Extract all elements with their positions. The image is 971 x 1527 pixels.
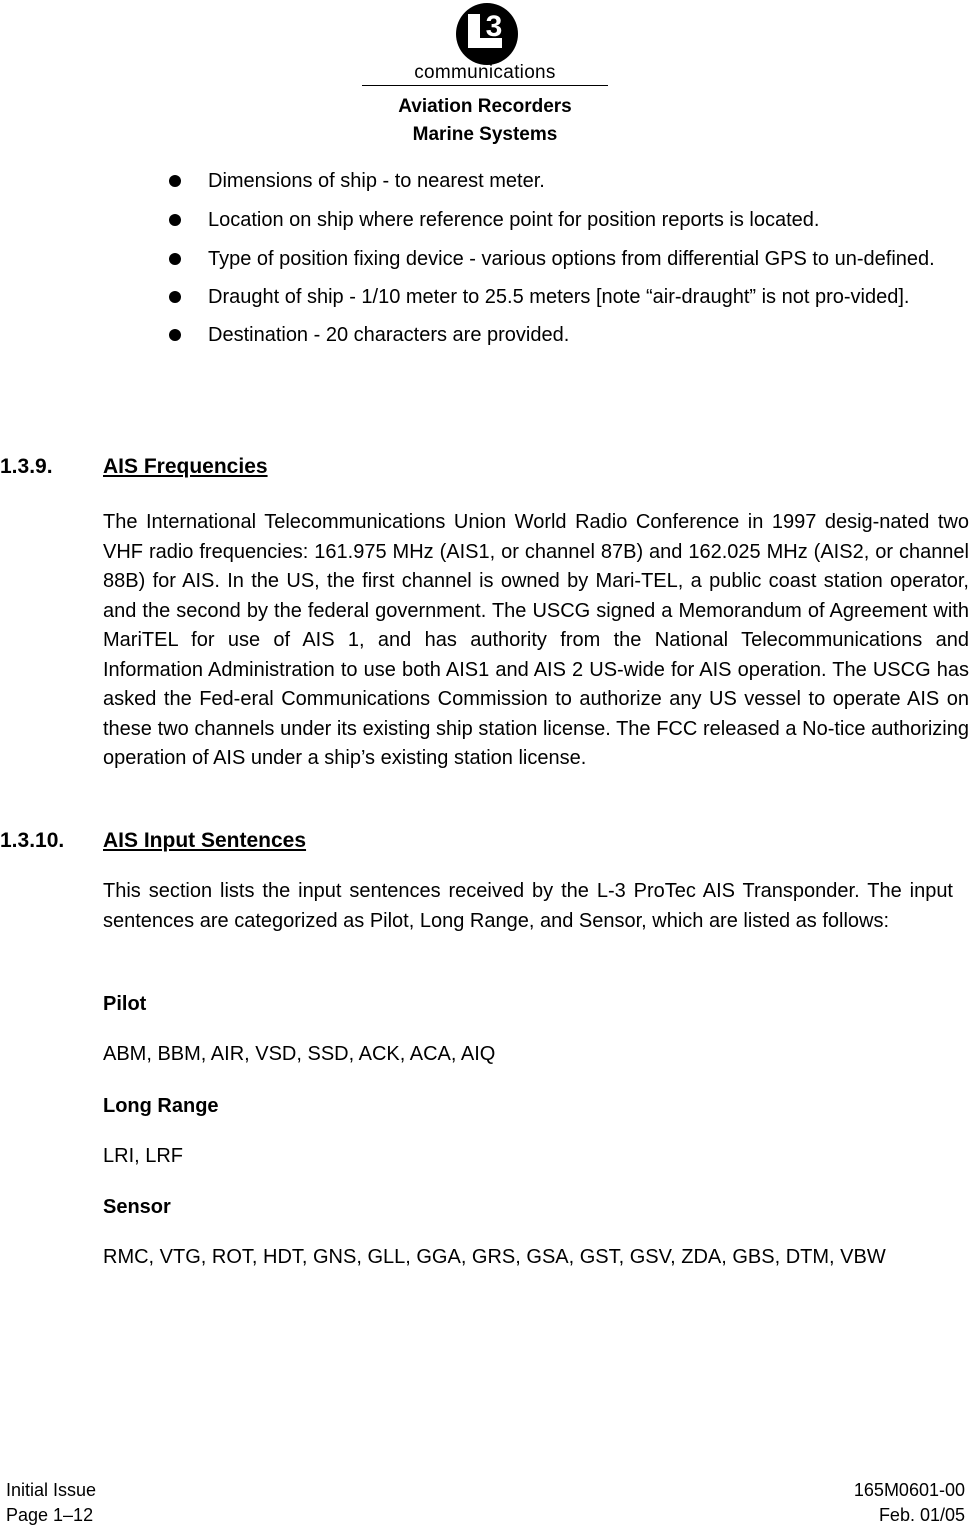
section-title: AIS Frequencies — [103, 455, 268, 478]
section-intro: This section lists the input sentences received by the L-3 ProTec AIS Transponder. The input sentences are categorized as Pilot, Long Range, and Sensor, which are listed as follows: — [103, 880, 953, 932]
long-range-label: Long Range — [103, 1095, 219, 1117]
footer-doc-number: 165M0601-00 — [853, 1480, 965, 1500]
section-number: 1.3.10. — [0, 829, 65, 852]
brand-name: communications — [414, 62, 556, 83]
page-header — [0, 0, 971, 150]
brand-divider — [362, 85, 608, 86]
footer-date: Feb. 01/05 — [878, 1505, 965, 1525]
list-item: Draught of ship - 1/10 meter to 25.5 meters [note “air-draught” is not pro-vided]. — [166, 286, 966, 308]
section-title: AIS Input Sentences — [103, 829, 307, 852]
list-item: Destination - 20 characters are provided. — [166, 324, 966, 346]
bullet-icon — [169, 214, 181, 226]
header-division: Aviation Recorders — [398, 96, 572, 117]
pilot-sentence-list: ABM, BBM, AIR, VSD, SSD, ACK, ACA, AIQ — [103, 1043, 496, 1065]
section-body: The International Telecommunications Union World Radio Conference in 1997 desig-nated two VHF radio frequencies: 161.975 MHz (AIS1, or channel 87B) and 162.025 MHz (AIS2, or channel 88B) for AIS. In the US, the first channel is owned by Mari-TEL, a public coast station operator, and the second by the federal government. The USCG signed a Memorandum of Agreement with MariTEL for use of AIS 1, and has authority from the National Telecommunications and Information Administration to use both AIS1 and AIS 2 US-wide for AIS operation. The USCG has asked the Fed-eral Communications Commission to authorize any US vessel to operate AIS on these two channels under its existing ship station license. The FCC released a No-tice authorizing operation of AIS under a ship’s existing station license. — [103, 511, 969, 769]
ship-data-bullet-list — [166, 170, 966, 363]
sensor-sentence-list: RMC, VTG, ROT, HDT, GNS, GLL, GGA, GRS, GSA, GST, GSV, ZDA, GBS, DTM, VBW — [103, 1246, 886, 1268]
list-item: Dimensions of ship - to nearest meter. — [166, 170, 966, 192]
long-range-sentence-list: LRI, LRF — [103, 1145, 184, 1167]
section-number: 1.3.9. — [0, 455, 53, 478]
footer-page-number: Page 1–12 — [6, 1505, 94, 1525]
header-subdivision: Marine Systems — [412, 124, 558, 145]
bullet-icon — [169, 253, 181, 265]
list-item: Type of position fixing device - various options from differential GPS to un-defined. — [166, 248, 966, 270]
bullet-icon — [169, 175, 181, 187]
pilot-label: Pilot — [103, 993, 147, 1015]
svg-text:3: 3 — [485, 10, 503, 43]
bullet-icon — [169, 291, 181, 303]
footer-issue: Initial Issue — [6, 1480, 97, 1500]
l3-logo — [454, 2, 520, 66]
bullet-icon — [169, 329, 181, 341]
sensor-label: Sensor — [103, 1196, 171, 1218]
l3-logo-icon — [454, 2, 520, 66]
list-item: Location on ship where reference point for position reports is located. — [166, 209, 966, 231]
